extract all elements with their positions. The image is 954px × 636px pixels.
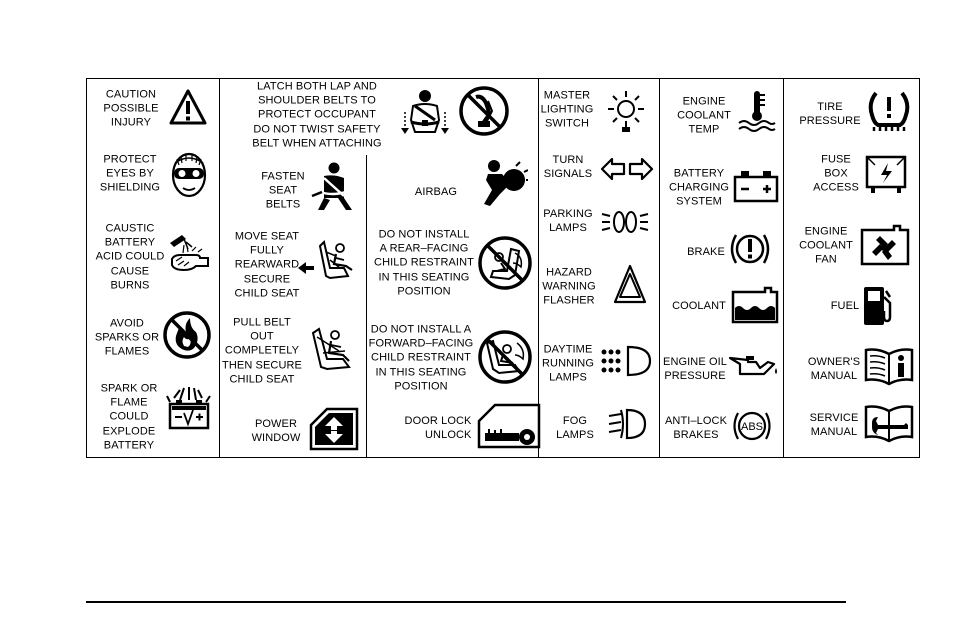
coolant-temperature-icon	[737, 89, 777, 133]
fuse-box-icon	[863, 153, 909, 195]
label-coolant-fan: ENGINE COOLANT FAN	[799, 225, 853, 267]
label-caustic-acid: CAUSTIC BATTERY ACID COULD CAUSE BURNS	[95, 222, 165, 292]
oil-can-icon	[728, 350, 780, 380]
label-turn-signals: TURN SIGNALS	[543, 153, 593, 180]
label-service-manual: SERVICE MANUAL	[809, 411, 859, 438]
no-twisted-belt-icon	[458, 85, 510, 137]
label-tire-pressure: TIRE PRESSURE	[799, 100, 861, 127]
label-pull-belt: PULL BELT OUT COMPLETELY THEN SECURE CHILD SEAT	[222, 316, 302, 386]
power-window-icon	[309, 407, 359, 451]
tire-pressure-icon	[866, 89, 912, 133]
column-divider	[659, 78, 660, 458]
fog-lamps-icon	[607, 407, 647, 441]
no-rear-facing-seat-icon	[477, 235, 533, 291]
master-lighting-icon	[605, 89, 647, 133]
parking-lamps-icon	[600, 204, 650, 240]
brake-warning-icon	[728, 230, 772, 268]
column-divider	[783, 78, 784, 458]
column-divider	[538, 78, 539, 458]
label-fuel: FUEL	[830, 299, 860, 312]
label-no-forward-facing: DO NOT INSTALL A FORWARD–FACING CHILD RESTRAINT IN THIS SEATING POSITION	[368, 323, 474, 393]
caution-triangle-icon	[169, 89, 207, 125]
coolant-reservoir-icon	[731, 284, 779, 324]
column-divider	[366, 155, 367, 458]
label-anti-lock: ANTI–LOCK BRAKES	[664, 414, 728, 441]
label-parking-lamps: PARKING LAMPS	[543, 207, 593, 234]
fasten-seatbelt-icon	[310, 162, 354, 212]
label-door-lock: DOOR LOCK UNLOCK	[404, 414, 472, 441]
battery-icon	[733, 169, 779, 203]
no-forward-facing-seat-icon	[477, 329, 533, 385]
label-fasten-belts: FASTEN SEAT BELTS	[261, 170, 305, 212]
coolant-fan-icon	[860, 222, 910, 266]
acid-burn-hand-icon	[166, 233, 210, 277]
label-coolant: COOLANT	[672, 299, 726, 312]
exploding-battery-icon	[166, 386, 212, 432]
label-brake: BRAKE	[687, 245, 725, 258]
safety-goggles-face-icon	[170, 149, 208, 199]
label-airbag: AIRBAG	[414, 185, 458, 198]
pull-belt-child-seat-icon	[309, 325, 357, 373]
label-caution: CAUTION POSSIBLE INJURY	[103, 88, 159, 130]
label-engine-coolant-temp: ENGINE COOLANT TEMP	[677, 95, 731, 137]
column-divider	[219, 78, 220, 458]
label-avoid-sparks: AVOID SPARKS OR FLAMES	[94, 317, 160, 359]
label-battery-charging: BATTERY CHARGING SYSTEM	[668, 167, 730, 209]
turn-signals-icon	[600, 156, 654, 182]
label-fuse-box: FUSE BOX ACCESS	[813, 153, 859, 195]
label-master-lighting: MASTER LIGHTING SWITCH	[540, 89, 594, 131]
label-no-rear-facing: DO NOT INSTALL A REAR–FACING CHILD RESTRAINT IN THIS SEATING POSITION	[374, 228, 474, 298]
bottom-rule	[86, 601, 846, 603]
label-fog-lamps: FOG LAMPS	[556, 414, 594, 441]
label-latch-belts: LATCH BOTH LAP AND SHOULDER BELTS TO PROTECT OCCUPANT DO NOT TWIST SAFETY BELT WHEN ATTACHING	[252, 80, 382, 150]
no-flames-icon	[162, 310, 212, 360]
abs-warning-icon	[730, 408, 774, 444]
label-daytime-lamps: DAYTIME RUNNING LAMPS	[541, 343, 595, 385]
service-manual-wrench-icon	[864, 403, 914, 443]
hazard-triangle-icon	[613, 264, 647, 304]
label-owners-manual: OWNER'S MANUAL	[807, 355, 861, 382]
label-protect-eyes: PROTECT EYES BY SHIELDING	[99, 153, 161, 195]
daytime-running-lamps-icon	[600, 344, 654, 378]
move-seat-rearward-icon	[296, 238, 360, 282]
label-spark-flame: SPARK OR FLAME COULD EXPLODE BATTERY	[100, 382, 158, 452]
door-lock-icon	[477, 403, 541, 449]
seatbelt-latch-icon	[397, 88, 453, 140]
fuel-pump-icon	[862, 283, 894, 327]
svg-text:ABS: ABS	[740, 421, 764, 433]
label-power-window: POWER WINDOW	[251, 417, 301, 444]
label-engine-oil: ENGINE OIL PRESSURE	[663, 355, 727, 382]
label-hazard-flasher: HAZARD WARNING FLASHER	[542, 266, 596, 308]
airbag-icon	[480, 158, 528, 208]
label-move-seat: MOVE SEAT FULLY REARWARD SECURE CHILD SEAT	[234, 230, 300, 300]
owners-manual-book-icon	[864, 346, 914, 386]
